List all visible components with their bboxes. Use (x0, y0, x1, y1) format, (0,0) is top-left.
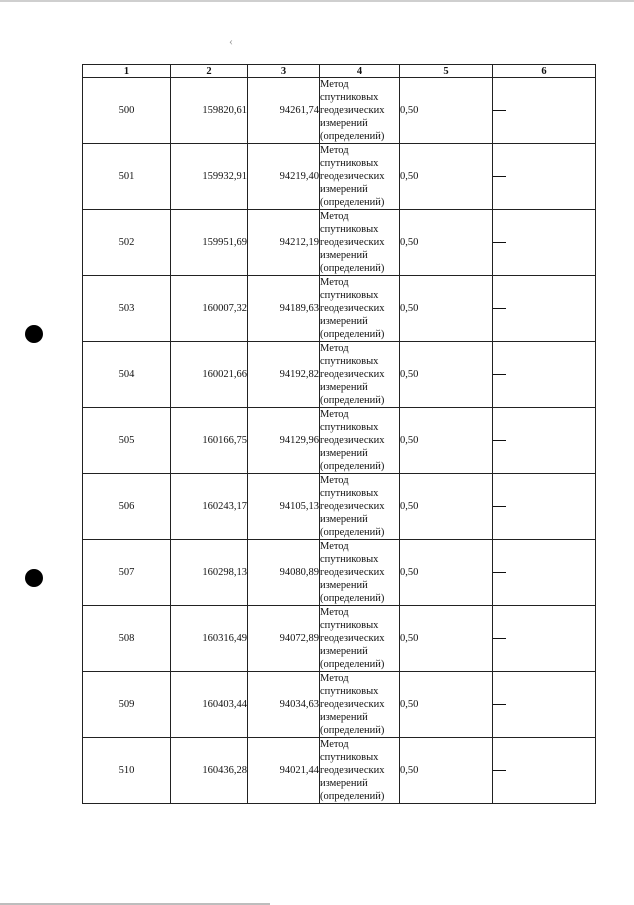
method-line: (определений) (320, 593, 385, 604)
note-cell (493, 606, 596, 672)
note-cell (493, 738, 596, 804)
accuracy-value: 0,50 (400, 78, 493, 144)
method-line: спутниковых (320, 224, 379, 235)
point-number: 500 (83, 78, 171, 144)
note-dash (493, 770, 506, 771)
point-number: 506 (83, 474, 171, 540)
method-description (320, 606, 400, 672)
note-dash (493, 506, 506, 507)
coordinate-y: 94212,19 (248, 210, 320, 276)
method-line: Метод (320, 211, 349, 222)
coordinate-x: 160021,66 (171, 342, 248, 408)
note-cell (493, 474, 596, 540)
note-cell (493, 540, 596, 606)
method-line: (определений) (320, 197, 385, 208)
accuracy-value: 0,50 (400, 540, 493, 606)
method-line: геодезических (320, 699, 385, 710)
point-number: 505 (83, 408, 171, 474)
point-number: 508 (83, 606, 171, 672)
method-description (320, 738, 400, 804)
note-cell (493, 342, 596, 408)
method-line: геодезических (320, 633, 385, 644)
accuracy-value: 0,50 (400, 738, 493, 804)
method-description (320, 342, 400, 408)
coordinate-x: 160403,44 (171, 672, 248, 738)
accuracy-value: 0,50 (400, 474, 493, 540)
method-line: (определений) (320, 527, 385, 538)
method-line: Метод (320, 409, 349, 420)
table-row (83, 672, 596, 738)
method-line: спутниковых (320, 356, 379, 367)
table-row (83, 342, 596, 408)
method-line: (определений) (320, 395, 385, 406)
method-description (320, 540, 400, 606)
column-header-1: 1 (83, 65, 171, 78)
method-line: геодезических (320, 435, 385, 446)
method-line: (определений) (320, 725, 385, 736)
table-row (83, 606, 596, 672)
note-dash (493, 572, 506, 573)
page-edge-top (0, 0, 634, 2)
table-row (83, 540, 596, 606)
method-description (320, 144, 400, 210)
method-line: геодезических (320, 369, 385, 380)
point-number: 502 (83, 210, 171, 276)
method-line: измерений (320, 712, 368, 723)
coordinate-x: 160298,13 (171, 540, 248, 606)
method-line: спутниковых (320, 290, 379, 301)
method-line: спутниковых (320, 752, 379, 763)
note-cell (493, 276, 596, 342)
method-line: измерений (320, 316, 368, 327)
coordinate-y: 94129,96 (248, 408, 320, 474)
note-dash (493, 110, 506, 111)
method-line: (определений) (320, 131, 385, 142)
method-line: (определений) (320, 263, 385, 274)
method-line: Метод (320, 145, 349, 156)
method-description (320, 210, 400, 276)
method-description (320, 78, 400, 144)
accuracy-value: 0,50 (400, 606, 493, 672)
point-number: 501 (83, 144, 171, 210)
method-line: спутниковых (320, 92, 379, 103)
method-line: (определений) (320, 329, 385, 340)
column-header-4: 4 (320, 65, 400, 78)
note-dash (493, 704, 506, 705)
column-header-6: 6 (493, 65, 596, 78)
accuracy-value: 0,50 (400, 144, 493, 210)
column-header-2: 2 (171, 65, 248, 78)
method-line: (определений) (320, 659, 385, 670)
method-line: геодезических (320, 171, 385, 182)
coordinate-x: 160243,17 (171, 474, 248, 540)
accuracy-value: 0,50 (400, 276, 493, 342)
coordinate-y: 94261,74 (248, 78, 320, 144)
method-line: геодезических (320, 105, 385, 116)
note-dash (493, 176, 506, 177)
table-row (83, 144, 596, 210)
coordinate-x: 160007,32 (171, 276, 248, 342)
method-line: Метод (320, 739, 349, 750)
punch-hole-lower (25, 569, 43, 587)
accuracy-value: 0,50 (400, 672, 493, 738)
table-header-row (83, 65, 596, 78)
note-dash (493, 242, 506, 243)
coordinate-x: 159932,91 (171, 144, 248, 210)
note-dash (493, 440, 506, 441)
accuracy-value: 0,50 (400, 210, 493, 276)
note-cell (493, 408, 596, 474)
point-number: 503 (83, 276, 171, 342)
point-number: 507 (83, 540, 171, 606)
method-description (320, 408, 400, 474)
note-cell (493, 78, 596, 144)
method-line: измерений (320, 646, 368, 657)
point-number: 504 (83, 342, 171, 408)
method-line: Метод (320, 673, 349, 684)
method-line: геодезических (320, 501, 385, 512)
method-line: Метод (320, 541, 349, 552)
method-line: спутниковых (320, 554, 379, 565)
table-row (83, 738, 596, 804)
method-line: Метод (320, 343, 349, 354)
accuracy-value: 0,50 (400, 342, 493, 408)
coordinate-y: 94192,82 (248, 342, 320, 408)
accuracy-value: 0,50 (400, 408, 493, 474)
coordinate-x: 159820,61 (171, 78, 248, 144)
table-row (83, 408, 596, 474)
method-line: Метод (320, 79, 349, 90)
method-line: спутниковых (320, 158, 379, 169)
coordinate-x: 159951,69 (171, 210, 248, 276)
method-line: измерений (320, 580, 368, 591)
method-description (320, 672, 400, 738)
note-dash (493, 638, 506, 639)
method-line: геодезических (320, 765, 385, 776)
note-cell (493, 144, 596, 210)
note-cell (493, 672, 596, 738)
coordinate-y: 94072,89 (248, 606, 320, 672)
method-description (320, 276, 400, 342)
coordinate-y: 94080,89 (248, 540, 320, 606)
punch-hole-upper (25, 325, 43, 343)
method-line: Метод (320, 277, 349, 288)
coordinate-x: 160436,28 (171, 738, 248, 804)
method-line: (определений) (320, 791, 385, 802)
method-line: (определений) (320, 461, 385, 472)
method-line: измерений (320, 118, 368, 129)
method-line: геодезических (320, 567, 385, 578)
coordinate-y: 94219,40 (248, 144, 320, 210)
point-number: 510 (83, 738, 171, 804)
table-body (83, 78, 596, 804)
note-cell (493, 210, 596, 276)
method-line: измерений (320, 382, 368, 393)
coordinate-y: 94034,63 (248, 672, 320, 738)
stray-pen-mark: ‹ (229, 34, 233, 48)
method-line: геодезических (320, 237, 385, 248)
method-line: спутниковых (320, 686, 379, 697)
table-row (83, 78, 596, 144)
method-line: спутниковых (320, 620, 379, 631)
column-header-5: 5 (400, 65, 493, 78)
coordinate-y: 94189,63 (248, 276, 320, 342)
method-line: измерений (320, 184, 368, 195)
method-line: спутниковых (320, 488, 379, 499)
column-header-3: 3 (248, 65, 320, 78)
note-dash (493, 308, 506, 309)
coordinate-x: 160316,49 (171, 606, 248, 672)
table-row (83, 474, 596, 540)
method-description (320, 474, 400, 540)
table-row (83, 210, 596, 276)
coordinate-y: 94021,44 (248, 738, 320, 804)
note-dash (493, 374, 506, 375)
method-line: Метод (320, 475, 349, 486)
method-line: спутниковых (320, 422, 379, 433)
coordinate-y: 94105,13 (248, 474, 320, 540)
coordinates-table (82, 64, 596, 804)
method-line: измерений (320, 514, 368, 525)
method-line: Метод (320, 607, 349, 618)
method-line: измерений (320, 778, 368, 789)
point-number: 509 (83, 672, 171, 738)
table-row (83, 276, 596, 342)
method-line: геодезических (320, 303, 385, 314)
method-line: измерений (320, 250, 368, 261)
method-line: измерений (320, 448, 368, 459)
coordinate-x: 160166,75 (171, 408, 248, 474)
